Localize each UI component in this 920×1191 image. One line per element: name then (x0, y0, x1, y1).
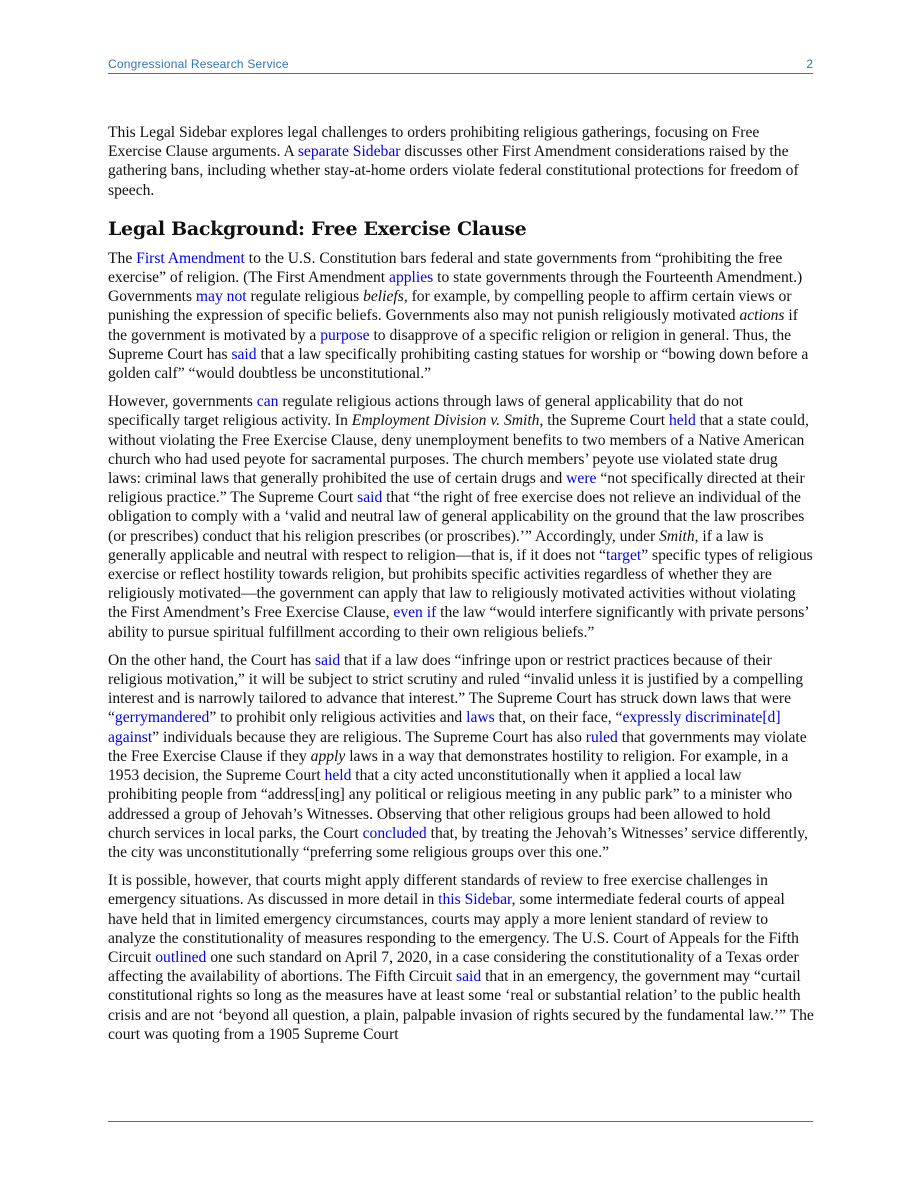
link-concluded[interactable]: concluded (362, 824, 427, 842)
link-target[interactable]: target (605, 546, 642, 564)
link-said[interactable]: said (456, 968, 482, 986)
intro-paragraph: This Legal Sidebar explores legal challenges to orders prohibiting religious gatherings, focusing on Free Exercise Clause arguments. A separate Sidebar discusses other First Amendment considerations raised by the gathering bans, including whether stay-at-home orders violate federal constitutional protections for freedom of speech. (108, 124, 799, 199)
section-heading: Legal Background: Free Exercise Clause (108, 217, 527, 240)
link-held[interactable]: held (668, 412, 696, 430)
link-gerrymandered[interactable]: gerrymandered (114, 709, 210, 727)
link-may-not[interactable]: may not (195, 288, 247, 306)
header-org-name: Congressional Research Service (108, 57, 289, 71)
link-ruled[interactable]: ruled (585, 728, 618, 746)
link-this-sidebar[interactable]: this Sidebar (438, 891, 512, 909)
link-can[interactable]: can (256, 393, 279, 411)
link-applies[interactable]: applies (389, 269, 434, 287)
link-separate-sidebar[interactable]: separate Sidebar (297, 143, 401, 161)
running-header (108, 57, 813, 74)
link-said[interactable]: said (357, 489, 383, 507)
link-purpose[interactable]: purpose (320, 326, 370, 344)
link-laws[interactable]: laws (466, 709, 495, 727)
paragraph-emergency: It is possible, however, that courts might apply different standards of review to free exercise challenges in emergency situations. As discussed in more detail in this Sidebar, some intermediate federal courts of appeal have held that in limited emergency circumstances, courts may apply a more lenient standard of review to analyze the constitutionality of measures responding to the emergency. The U.S. Court of Appeals for the Fifth Circuit outlined one such standard on April 7, 2020, in a case considering the constitutionality of a Texas order affecting the availability of abortions. The Fifth Circuit said that in an emergency, the government may “curtail constitutional rights so long as the measures have at least some ‘real or substantial relation’ to the public health crisis and are not ‘beyond all question, a plain, palpable invasion of rights secured by the fundamental law.’” The court was quoting from a 1905 Supreme Court (108, 872, 814, 1043)
link-said[interactable]: said (315, 651, 341, 669)
paragraph-smith: However, governments can regulate religious actions through laws of general applicability that do not specifically target religious activity. In Employment Division v. Smith, the Supreme Court held that a state could, without violating the Free Exercise Clause, deny unemployment benefits to two members of a Native American church who had used peyote for sacramental purposes. The church members’ peyote use violated state drug laws: criminal laws that generally prohibited the use of certain drugs and were “not specifically directed at their religious practice.” The Supreme Court said that “the right of free exercise does not relieve an individual of the obligation to comply with a ‘valid and neutral law of general applicability on the ground that the law proscribes (or prescribes) conduct that his religion prescribes (or proscribes).’” Accordingly, under Smith, if a law is generally applicable and neutral with respect to religion—that is, if it does not “target” specific types of religious exercise or reflect hostility towards religion, but prohibits specific activities regardless of whether they are religiously motivated—the government can apply that law to religiously motivated activities without violating the First Amendment’s Free Exercise Clause, even if the law “would interfere significantly with private persons’ ability to pursue spiritual fulfillment according to their own religious beliefs.” (108, 393, 813, 641)
document-body (108, 123, 814, 1053)
link-were[interactable]: were (566, 470, 597, 488)
page-number: 2 (806, 57, 813, 71)
link-held[interactable]: held (324, 767, 352, 785)
paragraph-free-exercise: The First Amendment to the U.S. Constitution bars federal and state governments from “prohibiting the free exercise” of religion. (The First Amendment applies to state governments through the Fourteenth Amendment.) Governments may not regulate religious beliefs, for example, by compelling people to affirm certain views or punishing the expression of specific beliefs. Governments also may not punish religiously motivated actions if the government is motivated by a purpose to disapprove of a specific religion or religion in general. Thus, the Supreme Court has said that a law specifically prohibiting casting statues for worship or “bowing down before a golden calf” “would doubtless be unconstitutional.” (108, 249, 809, 383)
link-expressly-discriminated-against[interactable]: expressly discriminate[d] against (108, 709, 781, 746)
link-outlined[interactable]: outlined (155, 948, 207, 966)
paragraph-strict-scrutiny: On the other hand, the Court has said that if a law does “infringe upon or restrict practices because of their religious motivation,” it will be subject to strict scrutiny and ruled “invalid unless it is justified by a compelling interest and is narrowly tailored to advance that interest.” The Supreme Court has struck down laws that were “gerrymandered” to prohibit only religious activities and laws that, on their face, “expressly discriminate[d] against” individuals because they are religious. The Supreme Court has also ruled that governments may violate the Free Exercise Clause if they apply laws in a way that demonstrates hostility to religion. For example, in a 1953 decision, the Supreme Court held that a city acted unconstitutionally when it applied a local law prohibiting people from “address[ing] any political or religious meeting in any public park” to a minister who addressed a group of Jehovah’s Witnesses. Observing that other religious groups had been allowed to hold church services in local parks, the Court concluded that, by treating the Jehovah’s Witnesses’ service differently, the city was unconstitutionally “preferring some religious groups over this one.” (108, 651, 808, 861)
link-even-if[interactable]: even if (393, 604, 437, 622)
footer-divider (108, 1121, 813, 1122)
link-first-amendment[interactable]: First Amendment (136, 249, 245, 267)
link-said[interactable]: said (231, 345, 257, 363)
